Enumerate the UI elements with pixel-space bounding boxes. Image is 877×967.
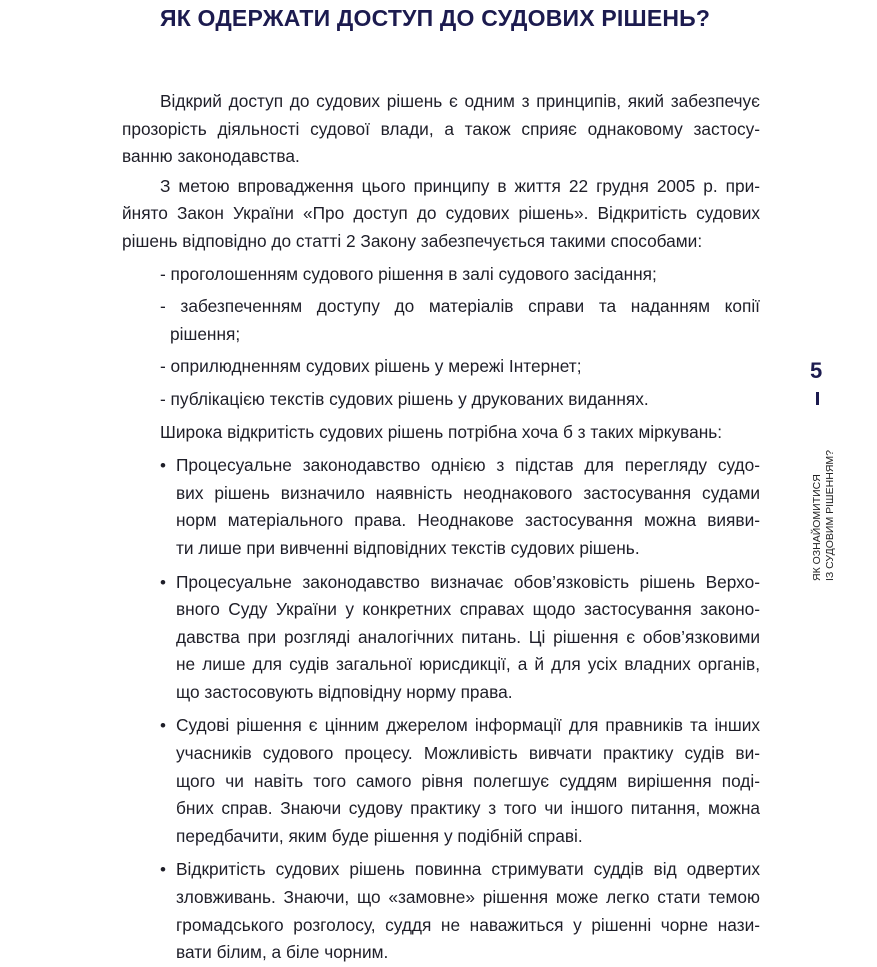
- text-line: Процесуальне законодавство однією з підстав для перегляду судо-: [176, 455, 760, 476]
- bullet-marker: •: [160, 716, 166, 736]
- text-line: ванню законодавства.: [122, 146, 300, 167]
- text-line: учасників судового процесу. Можливість вивчати практику судів ви-: [176, 743, 760, 764]
- text-line: передбачити, яким буде рішення у подібній справі.: [176, 825, 583, 846]
- dash-list-item: [160, 353, 760, 381]
- chapter-number: 5: [810, 358, 823, 383]
- bullet-marker: •: [160, 456, 166, 476]
- bullet-item: [160, 452, 760, 562]
- chapter-title-line-2: ІЗ СУДОВИМ РІШЕННЯМ?: [824, 450, 836, 581]
- text-line: вати білим, а біле чорним.: [176, 942, 389, 963]
- text-line: - публікацією текстів судових рішень у друкованих виданнях.: [160, 388, 649, 409]
- chapter-title: [811, 401, 837, 581]
- bullet-marker: •: [160, 860, 166, 880]
- dash-list-item: [160, 293, 760, 348]
- text-line: що застосовують відповідну норму права.: [176, 681, 513, 702]
- text-line: ти лише при вивченні відповідних текстів судових рішень.: [176, 537, 640, 558]
- page-title: ЯК ОДЕРЖАТИ ДОСТУП ДО СУДОВИХ РІШЕНЬ?: [160, 5, 711, 31]
- text-line: Відкрий доступ до судових рішень є одним з принципів, який забезпечує: [160, 91, 760, 111]
- text-line: норм матеріального права. Неоднакове застосування можна вияви-: [176, 510, 760, 531]
- text-line: З метою впровадження цього принципу в життя 22 грудня 2005 р. при-: [160, 175, 760, 196]
- text-line: рішень відповідно до статті 2 Закону забезпечується такими способами:: [122, 230, 703, 251]
- text-line: щого чи навіть того самого рівня полегшує суддям вирішення поді-: [176, 770, 760, 791]
- text-line: йнято Закон України «Про доступ до судових рішень». Відкритість судових: [122, 203, 760, 224]
- text-line: прозорість діяльності судової влади, а також сприяє однаковому застосу-: [122, 118, 760, 139]
- text-line: - проголошенням судового рішення в залі судового засідання;: [160, 263, 657, 284]
- text-line: вих рішень визначило наявність неоднакового застосування судами: [176, 482, 760, 503]
- text-line: Процесуальне законодавство визначає обов’язковість рішень Верхо-: [176, 571, 760, 592]
- paragraph: [122, 173, 760, 256]
- bullet-item: [160, 569, 760, 707]
- text-line: зловживань. Знаючи, що «замовне» рішення може легко стати темою: [176, 887, 760, 908]
- text-line: Судові рішення є цінним джерелом інформації для правників та інших: [176, 715, 760, 736]
- dash-list-item: [160, 261, 760, 289]
- bullet-marker: •: [160, 572, 166, 592]
- bullet-item: [160, 856, 760, 966]
- text-line: - забезпеченням доступу до матеріалів справи та наданням копії: [160, 296, 760, 317]
- text-line: Широка відкритість судових рішень потрібна хоча б з таких міркувань:: [160, 421, 723, 442]
- chapter-side-tab: [806, 358, 846, 581]
- text-line: вного Суду України у конкретних справах щодо застосування законо-: [176, 599, 760, 620]
- dash-list-item: [160, 386, 760, 414]
- text-line: не лише для судів загальної юрисдикції, а й для усіх владних органів,: [176, 654, 760, 675]
- paragraph: [122, 88, 760, 171]
- body-text: [122, 88, 760, 967]
- bullet-item: [160, 712, 760, 850]
- text-line: громадського розголосу, суддя не наважиться у рішенні чорне нази-: [176, 914, 760, 935]
- text-line: Відкритість судових рішень повинна стримувати суддів від одвертих: [176, 859, 760, 880]
- text-line: давства при розгляді аналогічних питань. Ці рішення є обов’язковими: [176, 626, 760, 647]
- text-line: рішення;: [170, 323, 241, 344]
- chapter-title-line-1: ЯК ОЗНАЙОМИТИСЯ: [811, 474, 823, 581]
- text-line: бних справ. Знаючи судову практику з того чи іншого питання, можна: [176, 798, 760, 819]
- text-line: - оприлюдненням судових рішень у мережі Інтернет;: [160, 356, 582, 377]
- paragraph: [160, 419, 760, 447]
